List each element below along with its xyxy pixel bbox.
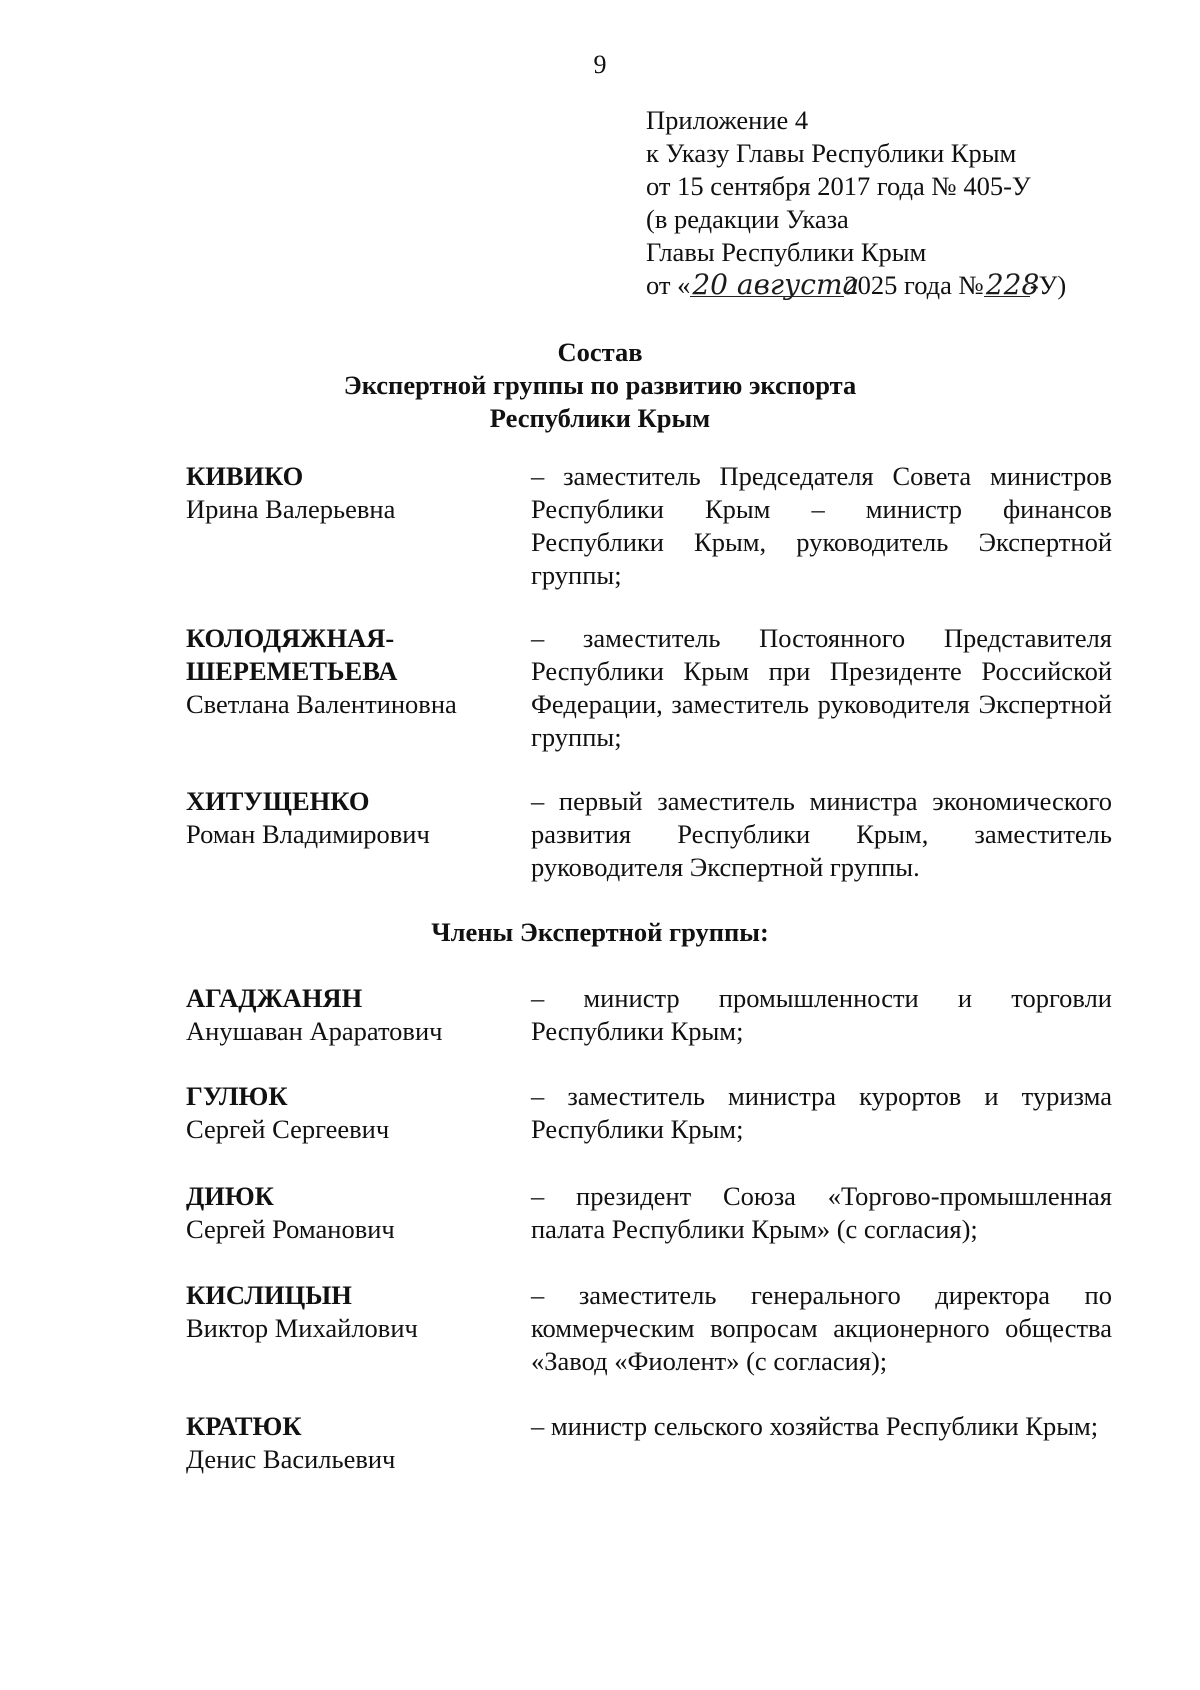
person-given-name: Ирина Валерьевна	[186, 494, 396, 524]
person-surname: ГУЛЮК	[186, 1081, 288, 1111]
handwritten-decree-number: 228	[985, 268, 1040, 301]
person-surname: ХИТУЩЕНКО	[186, 786, 370, 816]
appendix-block	[646, 104, 1066, 302]
person-name	[186, 1279, 506, 1345]
person-position: – заместитель Председателя Совета министров Республики Крым – министр финансов Республики Крым, руководитель Экспертной группы;	[531, 461, 1112, 590]
person-position: – президент Союза «Торгово-промышленная палата Республики Крым» (с согласия);	[531, 1181, 1112, 1244]
person-name	[186, 460, 506, 526]
appendix-date-prefix: от «	[646, 270, 691, 300]
title-line-1: Состав	[557, 337, 643, 367]
handwritten-date: 20 августа	[692, 268, 860, 301]
appendix-line-2: к Указу Главы Республики Крым	[646, 138, 1017, 168]
members-heading: Члены Экспертной группы:	[431, 917, 769, 947]
person-name	[186, 982, 506, 1048]
person-given-name: Денис Васильевич	[186, 1444, 396, 1474]
person-given-name: Сергей Романович	[186, 1214, 395, 1244]
person-given-name: Светлана Валентиновна	[186, 689, 457, 719]
person-position: – заместитель генерального директора по коммерческим вопросам акционерного общества «Завод «Фиолент» (с согласия);	[531, 1280, 1112, 1376]
person-surname: КИСЛИЦЫН	[186, 1280, 352, 1310]
appendix-line-1: Приложение 4	[646, 105, 809, 135]
person-surname: ДИЮК	[186, 1181, 274, 1211]
person-surname: АГАДЖАНЯН	[186, 983, 363, 1013]
appendix-line-5: Главы Республики Крым	[646, 237, 927, 267]
person-surname-line-1: КОЛОДЯЖНАЯ-	[186, 623, 395, 653]
person-surname-line-2: ШЕРЕМЕТЬЕВА	[186, 656, 398, 686]
person-surname: КРАТЮК	[186, 1411, 302, 1441]
person-position: – первый заместитель министра экономического развития Республики Крым, заместитель руководителя Экспертной группы.	[531, 786, 1112, 882]
person-position: – министр сельского хозяйства Республики Крым;	[531, 1411, 1099, 1441]
appendix-line-6	[646, 269, 1066, 302]
page-number: 9	[593, 50, 607, 79]
person-name	[186, 785, 506, 851]
person-name	[186, 1410, 506, 1476]
person-given-name: Анушаван Араратович	[186, 1016, 443, 1046]
appendix-line-4: (в редакции Указа	[646, 204, 849, 234]
appendix-line-3: от 15 сентября 2017 года № 405-У	[646, 171, 1031, 201]
person-given-name: Роман Владимирович	[186, 819, 430, 849]
title-line-3: Республики Крым	[489, 403, 711, 433]
person-given-name: Сергей Сергеевич	[186, 1114, 390, 1144]
appendix-number-suffix: -У)	[1029, 270, 1067, 300]
person-name	[186, 622, 506, 721]
document-title	[0, 336, 1200, 435]
person-name	[186, 1180, 506, 1246]
appendix-year-text: 2025 года №	[844, 270, 984, 300]
person-position: – заместитель министра курортов и туризма Республики Крым;	[531, 1081, 1112, 1144]
person-name	[186, 1080, 506, 1146]
person-position: – заместитель Постоянного Представителя Республики Крым при Президенте Российской Федерации, заместитель руководителя Экспертной группы;	[531, 623, 1112, 752]
person-position: – министр промышленности и торговли Республики Крым;	[531, 983, 1112, 1046]
person-given-name: Виктор Михайлович	[186, 1313, 418, 1343]
title-line-2: Экспертной группы по развитию экспорта	[343, 370, 857, 400]
person-surname: КИВИКО	[186, 461, 304, 491]
